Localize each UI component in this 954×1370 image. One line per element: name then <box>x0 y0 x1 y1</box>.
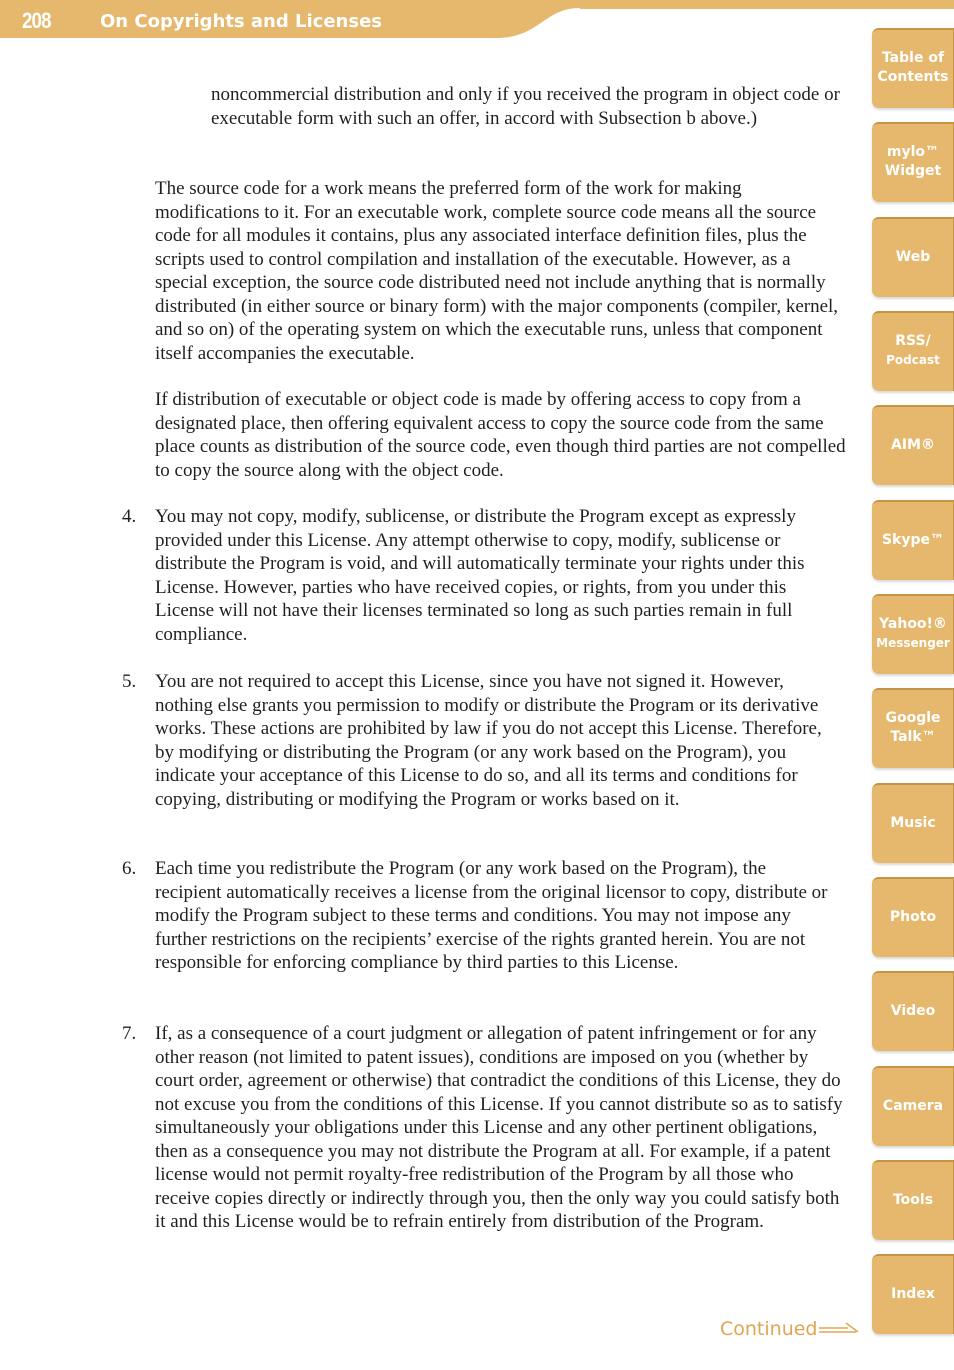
tab-label: AIM® <box>891 436 935 453</box>
tab-label: Web <box>895 248 931 265</box>
tab-label: Messenger <box>876 636 950 650</box>
tab-label: Widget <box>884 163 942 179</box>
tab-label: Index <box>891 1285 935 1302</box>
page-number: 208 <box>22 8 51 33</box>
tab-video[interactable] <box>872 971 954 1051</box>
item-number: 6. <box>122 858 137 879</box>
tab-aim[interactable] <box>872 405 954 485</box>
paragraph-distribution: If distribution of executable or object code is made by offering access to copy from a designated place, then offering equivalent access to copy the source code from the same place counts as distribution of the source code, even though third parties are not compelled to copy the source along with the object code. <box>155 389 846 481</box>
tab-label: Music <box>890 814 936 831</box>
tab-tools[interactable] <box>872 1160 954 1240</box>
list-item-text: Each time you redistribute the Program (or any work based on the Program), the recipient automatically receives a license from the original licensor to copy, distribute or modify the Program subject to these terms and conditions. You may not impose any further restrictions on the recipients’ exercise of the rights granted herein. You are not responsible for enforcing compliance by third parties to this License. <box>155 858 828 973</box>
list-item-text: If, as a consequence of a court judgment or allegation of patent infringement or for any other reason (not limited to patent issues), conditions are imposed on you (whether by court order, agreement or otherwise) that contradict the conditions of this License, they do not excuse you from the conditions of this License. If you cannot distribute so as to satisfy simultaneously your obligations under this License and any other pertinent obligations, then as a consequence you may not distribute the Program at all. For example, if a patent license would not permit royalty-free redistribution of the Program by all those who receive copies directly or indirectly through you, then the only way you could satisfy both it and this License would be to refrain entirely from distribution of the Program. <box>155 1023 843 1232</box>
tab-label: RSS/ <box>895 333 931 349</box>
tab-rss-podcast[interactable] <box>872 311 954 391</box>
arrow-right-icon <box>818 1322 860 1336</box>
tab-photo[interactable] <box>872 877 954 957</box>
tab-label: Table of <box>881 50 945 66</box>
tab-label: Video <box>890 1002 936 1019</box>
tab-label: Tools <box>892 1191 934 1208</box>
list-item-text: You are not required to accept this License, since you have not signed it. However, nothing else grants you permission to modify or distribute the Program or its derivative works. These actions are prohibited by law if you do not accept this License. Therefore, by modifying or distributing the Program (or any work based on the Program), you indicate your acceptance of this License to do so, and all its terms and conditions for copying, distributing or modifying the Program or works based on it. <box>155 671 822 810</box>
side-tab-navigation <box>872 0 954 1370</box>
tab-google-talk[interactable] <box>872 688 954 768</box>
tab-label: Contents <box>877 69 949 85</box>
tab-index[interactable] <box>872 1254 954 1334</box>
tab-label: Camera <box>882 1097 944 1114</box>
tab-label: Skype™ <box>881 531 945 548</box>
tab-yahoo-messenger[interactable] <box>872 594 954 674</box>
tab-label: Podcast <box>886 353 940 367</box>
tab-camera[interactable] <box>872 1066 954 1146</box>
item-number: 4. <box>122 506 137 527</box>
page-header <box>0 0 954 40</box>
page-title: On Copyrights and Licenses <box>100 11 382 32</box>
tab-label: Talk™ <box>890 729 936 745</box>
tab-table-of-contents[interactable] <box>872 28 954 108</box>
list-item-text: You may not copy, modify, sublicense, or distribute the Program except as expressly provided under this License. Any attempt otherwise to copy, modify, sublicense or distribute the Program is void, and will automatically terminate your rights under this License. However, parties who have received copies, or rights, from you under this License will not have their licenses terminated so long as such parties remain in full compliance. <box>155 506 805 645</box>
paragraph-continuation: noncommercial distribution and only if you received the program in object code or executable form with such an offer, in accord with Subsection b above.) <box>211 84 840 129</box>
tab-label: Google <box>885 710 941 726</box>
tab-label: Yahoo!® <box>879 616 947 632</box>
paragraph-source-code: The source code for a work means the preferred form of the work for making modifications to it. For an executable work, complete source code means all the source code for all modules it contains, plus any associated interface definition files, plus the scripts used to control compilation and installation of the executable. However, as a special exception, the source code distributed need not include anything that is normally distributed (in either source or binary form) with the major components (compiler, kernel, and so on) of the operating system on which the executable runs, unless that component itself accompanies the executable. <box>155 178 839 364</box>
tab-label: mylo™ <box>886 144 940 160</box>
tab-mylo-widget[interactable] <box>872 122 954 202</box>
item-number: 5. <box>122 671 137 692</box>
item-number: 7. <box>122 1023 137 1044</box>
continued-label: Continued <box>720 1318 818 1340</box>
tab-music[interactable] <box>872 783 954 863</box>
tab-web[interactable] <box>872 217 954 297</box>
tab-skype[interactable] <box>872 500 954 580</box>
tab-label: Photo <box>889 908 937 925</box>
